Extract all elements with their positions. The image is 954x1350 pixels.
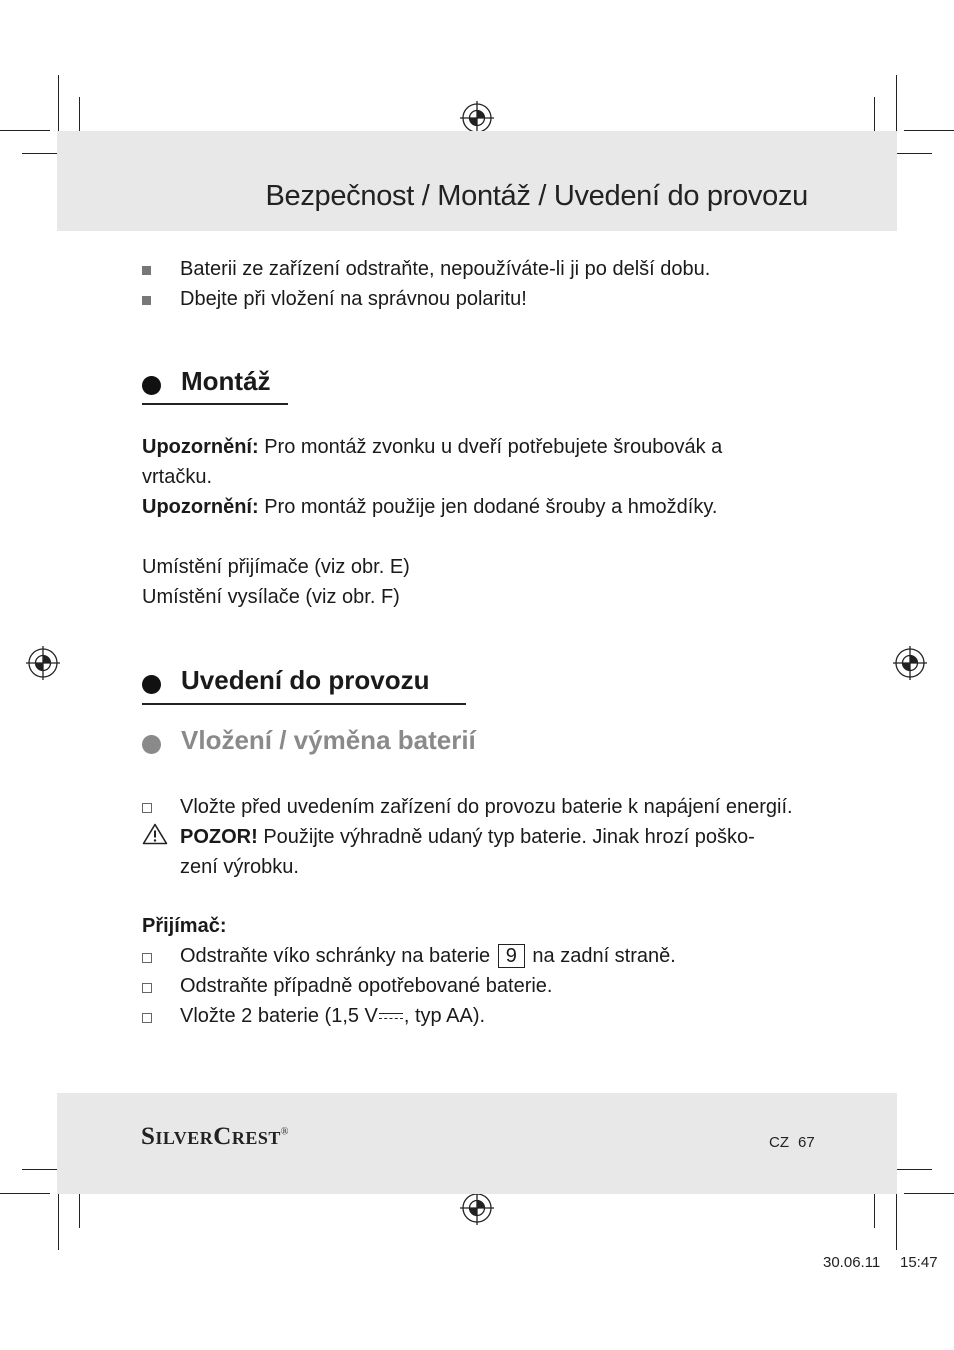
step-checkbox-icon bbox=[142, 803, 152, 813]
crop-mark bbox=[904, 130, 954, 131]
step-checkbox-icon bbox=[142, 953, 152, 963]
crop-mark bbox=[58, 1194, 59, 1250]
square-bullet-icon bbox=[142, 266, 151, 275]
crop-mark bbox=[79, 1188, 80, 1228]
crop-mark bbox=[904, 1193, 954, 1194]
subsection-dot-icon bbox=[142, 735, 161, 754]
warning-text-cont: zení výrobku. bbox=[180, 856, 299, 878]
warning-text bbox=[180, 822, 755, 852]
warning-label: POZOR! bbox=[180, 826, 258, 848]
step-text: Vložte 2 baterie (1,5 V bbox=[180, 1005, 378, 1027]
square-bullet-icon bbox=[142, 296, 151, 305]
registration-mark-icon bbox=[893, 646, 927, 680]
print-time: 15:47 bbox=[900, 1254, 938, 1271]
montaz-note-1 bbox=[142, 432, 722, 462]
receiver-step-2: Odstraňte případně opotřebované baterie. bbox=[180, 975, 553, 997]
brand-registered-mark: ® bbox=[280, 1126, 289, 1138]
heading-underline bbox=[142, 403, 288, 405]
print-date: 30.06.11 bbox=[823, 1254, 881, 1271]
crop-mark bbox=[58, 75, 59, 131]
note-text: Pro montáž použije jen dodané šrouby a hmoždíky. bbox=[258, 496, 718, 518]
montaz-note-2 bbox=[142, 492, 717, 522]
heading-underline bbox=[142, 703, 466, 705]
brand-name: SilverCrest bbox=[141, 1123, 281, 1150]
warning-triangle-icon bbox=[142, 823, 168, 845]
dc-symbol-icon bbox=[379, 1011, 403, 1023]
note-label: Upozornění: bbox=[142, 496, 259, 518]
crop-mark bbox=[0, 130, 50, 131]
brand-logo bbox=[141, 1123, 289, 1151]
subsection-heading-baterie: Vložení / výměna baterií bbox=[181, 725, 476, 755]
intro-bullet-1: Baterii ze zařízení odstraňte, nepoužíváte-li ji po delší dobu. bbox=[180, 258, 711, 280]
section-heading-uvedeni: Uvedení do provozu bbox=[181, 665, 430, 695]
placement-transmitter: Umístění vysílače (viz obr. F) bbox=[142, 586, 400, 608]
part-number-box: 9 bbox=[498, 944, 525, 968]
step-insert-batteries: Vložte před uvedením zařízení do provozu baterie k napájení energií. bbox=[180, 796, 793, 818]
registration-mark-icon bbox=[460, 1191, 494, 1225]
crop-mark bbox=[896, 1194, 897, 1250]
montaz-note-1-cont: vrtačku. bbox=[142, 466, 213, 488]
page-number: 67 bbox=[798, 1134, 815, 1151]
section-dot-icon bbox=[142, 376, 161, 395]
intro-bullet-2: Dbejte při vložení na správnou polaritu! bbox=[180, 288, 527, 310]
registration-mark-icon bbox=[460, 101, 494, 135]
note-label: Upozornění: bbox=[142, 436, 259, 458]
step-checkbox-icon bbox=[142, 983, 152, 993]
receiver-step-1 bbox=[180, 941, 676, 971]
step-text: na zadní straně. bbox=[526, 945, 676, 967]
receiver-step-3 bbox=[180, 1001, 485, 1031]
registration-mark-icon bbox=[26, 646, 60, 680]
warning-body: Použijte výhradně udaný typ baterie. Jinak hrozí poško- bbox=[257, 826, 755, 848]
crop-mark bbox=[874, 1188, 875, 1228]
step-checkbox-icon bbox=[142, 1013, 152, 1023]
receiver-heading-label: Přijímač: bbox=[142, 915, 227, 937]
language-code: CZ bbox=[769, 1134, 789, 1151]
page-title: Bezpečnost / Montáž / Uvedení do provozu bbox=[265, 180, 808, 212]
receiver-heading bbox=[142, 911, 226, 941]
section-dot-icon bbox=[142, 675, 161, 694]
placement-receiver: Umístění přijímače (viz obr. E) bbox=[142, 556, 410, 578]
section-heading-montaz: Montáž bbox=[181, 366, 271, 396]
step-text: , typ AA). bbox=[403, 1005, 486, 1027]
step-text: Odstraňte víko schránky na baterie bbox=[180, 945, 496, 967]
crop-mark bbox=[896, 75, 897, 131]
note-text: Pro montáž zvonku u dveří potřebujete šroubovák a bbox=[258, 436, 723, 458]
crop-mark bbox=[0, 1193, 50, 1194]
